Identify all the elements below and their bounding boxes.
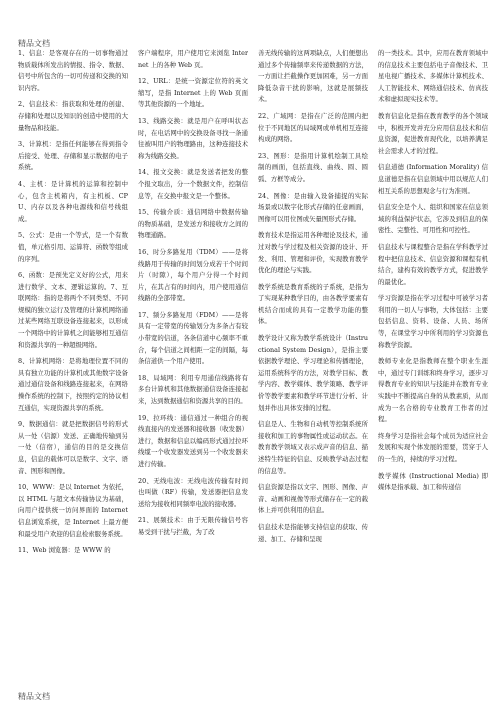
page-header: 精品文档 bbox=[18, 39, 50, 48]
paragraph: 信息技术是指能够支持信息的获取、传递、加工、存储和呈现 bbox=[258, 522, 368, 543]
paragraph: 教学设计又称为教学系统设计（Instructional System Design），是指主要依据教学理论、学习理论和传播理论，运用系统科学的方法，对教学目标、教学内容、教学媒体、教学策略、教学评价等教学要素和教学环节进行分析、计划并作出具体安排的过程。 bbox=[258, 334, 368, 412]
text-column-4 bbox=[378, 48, 488, 688]
paragraph: 1、信息：是客观存在的一切事物通过物质载体所发出的情报、指令、数据、信号中所包含的一切可传递和交换的知识内容。 bbox=[18, 49, 128, 92]
paragraph: 教育信息化是指在教育教学的各个领域中，积极开发并充分应用信息技术和信息资源，促进教育现代化，以培养满足社会需求人才的过程。 bbox=[378, 111, 488, 155]
paragraph: 教师专业化是指教师在整个职业生涯中，通过专门训练和终身学习，逐步习得教育专业的知识与技能并在教育专业实践中不断提高自身的从教素质，从而成为一名合格的专业教育工作者的过程。 bbox=[378, 357, 488, 424]
paragraph: 8、计算机网络：是将地理位置不同的具有独立功能的计算机或其他数字设备通过通信设备和线路连接起来，在网络操作系统的控制下，按照约定的协议相互通信，实现资源共享的系统。 bbox=[18, 357, 128, 412]
paragraph: 的一类技术。其中，应用在教育领域中的信息技术主要包括电子音像技术、卫星电视广播技术、多媒体计算机技术、人工智能技术、网络通信技术、仿真技术和虚拟现实技术等。 bbox=[378, 49, 488, 104]
paragraph: 24、图像：是由输入设备捕捉的实际场景或以数字化形式存储的任意画面，图像可以用位图或矢量图形式存储。 bbox=[258, 191, 368, 223]
paragraph: 23、图形：是指用计算机绘制工具绘制的画面，包括直线、曲线、圆、圆弧、方框等成分。 bbox=[258, 151, 368, 183]
text-column-1 bbox=[18, 48, 128, 688]
paragraph: 客户端程序，用户使用它来浏览 Internet 上的各种 Web 页。 bbox=[138, 49, 248, 69]
paragraph: 2、信息技术：指获取和处理的创建、存储和处理以及知识的创造中使用的大量物品和技能。 bbox=[18, 100, 128, 132]
paragraph: 4、主机：是计算机的运算和控制中心，包含主机箱内，有主机板、CPU、内存以及各种电源线和信号线组成。 bbox=[18, 179, 128, 223]
paragraph: 信息安全是个人、组织和国家在信息领域的利益保护状态，它涉及到信息的保密性、完整性、可用性和可控性。 bbox=[378, 203, 488, 235]
paragraph: 13、线路交换：就是用户在呼叫状态时，在电话网中的交换设备寻找一条通往被叫用户的物理路由，这种连接技术称为线路交换。 bbox=[138, 116, 248, 160]
paragraph: 16、时分多路复用（TDM）——是将线路用于传输的时间划分成若干个时间片（时隙），每个用户分得一个时间片，在其占有的时间内，用户使用通信线路的全部带宽。 bbox=[138, 247, 248, 303]
paragraph: 教育技术是指运用各种理论及技术，通过对教与学过程及相关资源的设计、开发、利用、管理和评价，实现教育教学优化的理论与实践。 bbox=[258, 231, 368, 275]
paragraph: 信息是人、生物和自动机等控制系统所接收和加工的事物属性或运动状态。在教育教学领域又表示成声音的信息、描述特生特征的信息、反映教学动态过程的信息等。 bbox=[258, 420, 368, 475]
paragraph: 10、WWW：是以 Internet 为依托，以 HTML 与超文本传输协议为基础，向用户提供统一访问界面的 Internet 信息浏览系统，是 Internet 上最方便和最受用户欢迎的信息检索服务系统。 bbox=[18, 483, 128, 538]
paragraph: 20、无线电波：无线电波传输有时间也叫做（RF）传输，发送器把信息发送给为接收相同频率电波的接收器。 bbox=[138, 476, 248, 508]
paragraph: 善无线传输的这两项缺点，人们便想出通过多个传输频率来传递数据的方法，一方面让拦截操作更加困难，另一方面降低杂音干扰的影响，这就是展频技术。 bbox=[258, 49, 368, 104]
paragraph: 9、数据通信：就是把数据信号的形式从一处（信源）发送、正确地传输到另一处（信宿），通信的目的是交换信息，信息的载体可以是数字、文字、语音、图形和图像。 bbox=[18, 420, 128, 475]
paragraph: 信息技术与课程整合是指在学科教学过程中把信息技术、信息资源和课程有机结合，建构有效的教学方式，促进教学的最优化。 bbox=[378, 242, 488, 286]
paragraph: 信息资源是指以文字、图形、图像、声音、动画和视像等形式储存在一定的载体上并可供利用的信息。 bbox=[258, 483, 368, 515]
paragraph: 17、频分多路复用（FDM）——是将具有一定带宽的传输划分为多条占有较小带宽的信道，各条信道中心频率不重合，每个信道之间相距一定的间隔，每条信道供一个用户使用。 bbox=[138, 310, 248, 366]
text-column-3 bbox=[258, 48, 368, 688]
text-columns bbox=[18, 48, 488, 688]
page-footer: 精品文档 bbox=[18, 692, 50, 701]
paragraph: 终身学习是指社会每个成员为适应社会发展和实现个体发展的需要，贯穿于人的一生的，持续的学习过程。 bbox=[378, 431, 488, 463]
paragraph: 3、计算机：是指任何能够在得到指令后接受、处理、存储和显示数据的电子系统。 bbox=[18, 140, 128, 172]
paragraph: 信息道德 (Information Morality) 信息道德是指在信息领域中用以规范人们相互关系的思想观念与行为准则。 bbox=[378, 163, 488, 195]
paragraph: 22、广域网：是指在广泛的范围内把位于不同地区的局域网或单机相互连接构成的网络。 bbox=[258, 111, 368, 144]
paragraph: 18、局域网：利用专用通信线路将有多台计算机和其他数据通信设备连接起来，达到数据通信和资源共享的目的。 bbox=[138, 373, 248, 406]
paragraph: 12、URL：是统一资源定位符的英文缩写，是指 Internet 上的 Web 页面等其他资源的一个地址。 bbox=[138, 77, 248, 109]
paragraph: 5、公式：是由一个等式，是一个有数值，单元格引用、运算符、函数等组成的序列。 bbox=[18, 231, 128, 263]
paragraph: 教学系统是教育系统的子系统，是指为了实现某种教学目的，由各教学要素有机结合而成的具有一定教学功能的整体。 bbox=[258, 282, 368, 326]
paragraph: 21、展频技术：由于无限传输信号容易受到干扰与拦截，为了改 bbox=[138, 516, 248, 536]
text-column-2 bbox=[138, 48, 248, 688]
paragraph: 15、传输介质：通信网络中数据传输的物质基础，是发送方和接收方之间的物理通路。 bbox=[138, 208, 248, 240]
paragraph: 14、报文交换：就是发送者把发的整个报文取出，分一个数据文件，控制信息等，在交换中报文是一个整体。 bbox=[138, 168, 248, 200]
paragraph: 学习资源是指在学习过程中可被学习者利用的一切人与事物，大体包括：主要包括信息、资料、设备、人员、场所等，在课堂学习中所利用的学习资源也称教学资源。 bbox=[378, 294, 488, 349]
paragraph: 教学媒体 (Instructional Media) 即媒体是指承载、加工和传递信 bbox=[378, 471, 488, 492]
paragraph: 6、函数：是预先定义好的公式，用来进行数学、文本、逻辑运算的。7、互联网络：指的是将两个不同类型、不同规模的独立运行及管理的计算机网络通过某些网络互联设备连接起来，以形成一个网络中的计算机之间能够相互通信和资源共享的一种超级网络。 bbox=[18, 271, 128, 349]
paragraph: 11、Web 浏览器：是 WWW 的 bbox=[18, 546, 111, 555]
paragraph: 19、拉环线：通信通过一种组合的视线直接内的发送器和接收器（收发器）进行，数据和信息以编码形式通过拉环线缆一个收发器发送到另一个收发器来进行传输。 bbox=[138, 413, 248, 468]
